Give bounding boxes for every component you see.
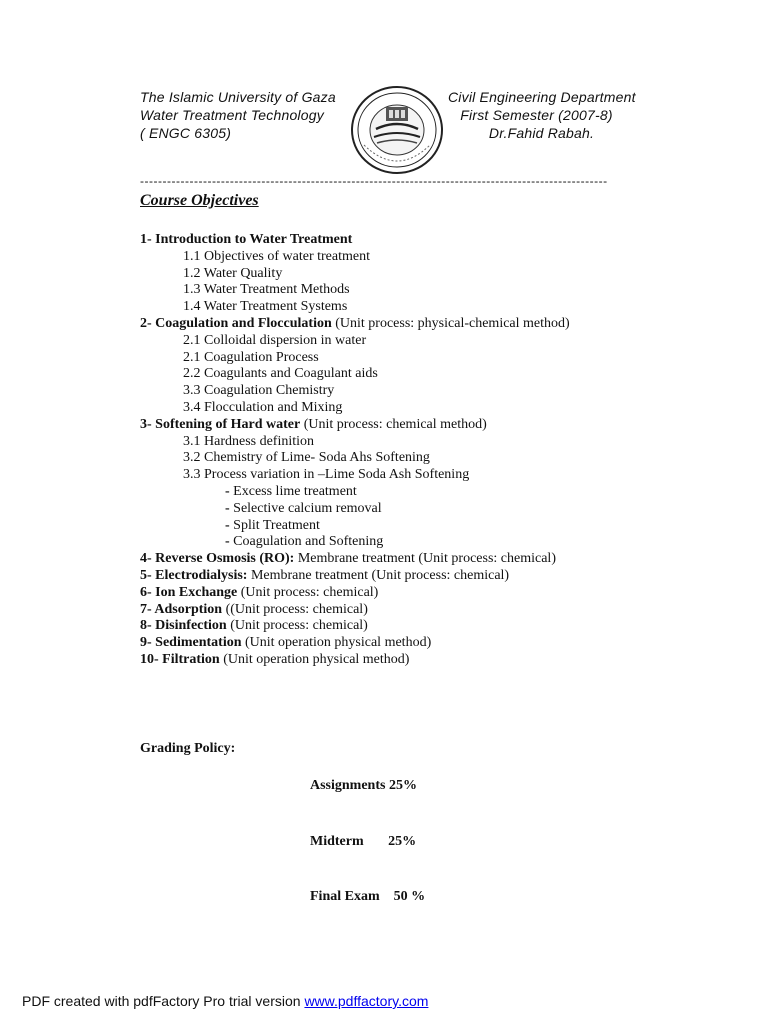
objective-text: Membrane treatment (Unit process: chemical): [294, 551, 556, 567]
objective-heading: 3- Softening of Hard water: [140, 416, 301, 432]
pdf-footer: [22, 993, 428, 1009]
semester: First Semester (2007-8): [448, 107, 613, 123]
objective-line: [140, 232, 660, 249]
header-right: [448, 88, 636, 142]
objective-text: (Unit process: physical-chemical method): [331, 315, 570, 331]
objective-line: [140, 316, 660, 333]
grading-item-final: Final Exam 50 %: [310, 889, 426, 904]
objective-line: [140, 417, 660, 434]
objective-line: [140, 383, 660, 400]
dashed-divider: --------------------------------------------------------------------------------------------------------: [140, 174, 608, 188]
objective-text: 3.2 Chemistry of Lime- Soda Ahs Softening: [183, 450, 430, 466]
objective-heading: -: [225, 483, 234, 499]
objective-heading: -: [225, 500, 234, 516]
objective-line: [140, 618, 660, 635]
objective-heading: -: [225, 534, 234, 550]
grading-items: [310, 740, 425, 944]
objective-text: 1.1 Objectives of water treatment: [183, 248, 370, 264]
objective-line: [140, 585, 660, 602]
objective-text: Membrane treatment (Unit process: chemical): [247, 567, 510, 583]
objective-heading: -: [225, 517, 234, 533]
objective-line: [140, 534, 660, 551]
objective-text: Excess lime treatment: [233, 483, 357, 499]
objective-text: 1.2 Water Quality: [183, 265, 283, 281]
objective-text: ((Unit process: chemical): [222, 601, 368, 617]
objective-line: [140, 299, 660, 316]
objective-line: [140, 467, 660, 484]
objective-heading: 2- Coagulation and Flocculation: [140, 315, 332, 331]
objective-text: 1.3 Water Treatment Methods: [183, 282, 350, 298]
objective-text: Split Treatment: [233, 517, 320, 533]
course-name: Water Treatment Technology: [140, 107, 324, 123]
objective-text: (Unit process: chemical): [226, 618, 368, 634]
objective-line: [140, 333, 660, 350]
footer-link[interactable]: www.pdffactory.com: [304, 993, 429, 1009]
objective-line: [140, 366, 660, 383]
objective-line: [140, 450, 660, 467]
objective-line: [140, 282, 660, 299]
objective-heading: 6- Ion Exchange: [140, 584, 238, 600]
objective-text: 3.4 Flocculation and Mixing: [183, 399, 343, 415]
objective-text: (Unit operation physical method): [241, 635, 432, 651]
objective-line: [140, 635, 660, 652]
objective-line: [140, 249, 660, 266]
objective-text: 3.3 Coagulation Chemistry: [183, 383, 335, 399]
objective-heading: 8- Disinfection: [140, 618, 227, 634]
grading-item-midterm: Midterm 25%: [310, 833, 417, 849]
objective-text: Coagulation and Softening: [233, 534, 384, 550]
objective-line: [140, 400, 660, 417]
header-left: [140, 88, 336, 142]
university-name: The Islamic University of Gaza: [140, 89, 336, 105]
objective-text: Selective calcium removal: [233, 500, 382, 516]
objective-text: 3.1 Hardness definition: [183, 433, 315, 449]
objective-text: 2.2 Coagulants and Coagulant aids: [183, 366, 378, 382]
objective-line: [140, 266, 660, 283]
objective-text: 2.1 Colloidal dispersion in water: [183, 332, 367, 348]
objective-heading: 5- Electrodialysis:: [140, 567, 248, 583]
objectives-list: [140, 232, 660, 669]
university-logo: [350, 85, 445, 175]
instructor: Dr.Fahid Rabah.: [448, 125, 595, 141]
objective-line: [140, 501, 660, 518]
grading-label: Grading Policy:: [140, 741, 236, 756]
objective-heading: 4- Reverse Osmosis (RO):: [140, 551, 295, 567]
objective-line: [140, 551, 660, 568]
objective-text: (Unit process: chemical method): [300, 416, 487, 432]
objective-text: (Unit operation physical method): [219, 651, 410, 667]
page-title: Course Objectives: [140, 192, 259, 209]
course-code: ( ENGC 6305): [140, 125, 232, 141]
objective-line: [140, 350, 660, 367]
department-name: Civil Engineering Department: [448, 89, 636, 105]
objective-heading: 1- Introduction to Water Treatment: [140, 232, 353, 247]
objective-text: 3.3 Process variation in –Lime Soda Ash Softening: [183, 467, 470, 483]
grading-item-assignments: Assignments 25%: [310, 778, 417, 793]
objective-text: (Unit process: chemical): [237, 584, 379, 600]
objective-line: [140, 518, 660, 535]
objective-line: [140, 652, 660, 669]
objective-line: [140, 568, 660, 585]
objective-line: [140, 484, 660, 501]
objective-line: [140, 434, 660, 451]
objective-text: 2.1 Coagulation Process: [183, 349, 319, 365]
objective-heading: 9- Sedimentation: [140, 635, 242, 651]
footer-text: PDF created with pdfFactory Pro trial version: [22, 993, 305, 1009]
objective-line: [140, 602, 660, 619]
objective-heading: 10- Filtration: [140, 651, 220, 667]
objective-heading: 7- Adsorption: [140, 601, 223, 617]
objective-text: 1.4 Water Treatment Systems: [183, 299, 348, 315]
